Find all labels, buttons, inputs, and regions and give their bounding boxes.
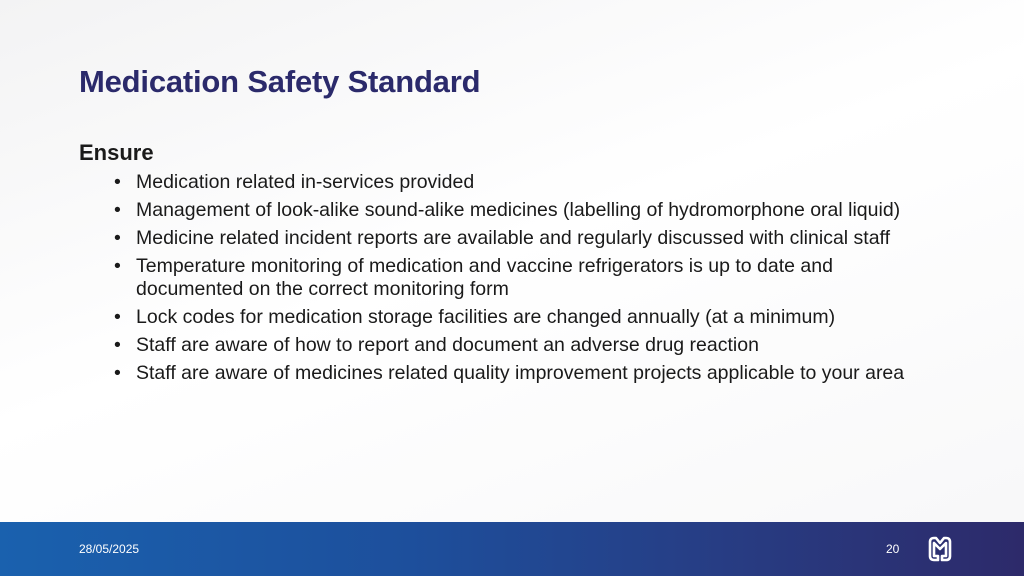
list-item: • Management of look-alike sound-alike medicines (labelling of hydromorphone oral liquid)	[114, 199, 914, 222]
list-item: • Lock codes for medication storage facilities are changed annually (at a minimum)	[114, 306, 914, 329]
organisation-logo-icon	[925, 534, 955, 564]
footer-bar	[0, 522, 1024, 576]
list-item: • Staff are aware of medicines related quality improvement projects applicable to your area	[114, 362, 914, 385]
footer-date: 28/05/2025	[79, 542, 140, 556]
bullet-list	[114, 171, 914, 390]
list-item: • Medicine related incident reports are available and regularly discussed with clinical staff	[114, 227, 914, 250]
list-item: • Temperature monitoring of medication and vaccine refrigerators is up to date and documented on the correct monitoring form	[114, 255, 914, 301]
list-item: • Staff are aware of how to report and document an adverse drug reaction	[114, 334, 914, 357]
page-number: 20	[886, 542, 900, 556]
list-item: • Medication related in-services provided	[114, 171, 914, 194]
page-title: Medication Safety Standard	[79, 64, 481, 99]
section-heading: Ensure	[79, 140, 154, 165]
